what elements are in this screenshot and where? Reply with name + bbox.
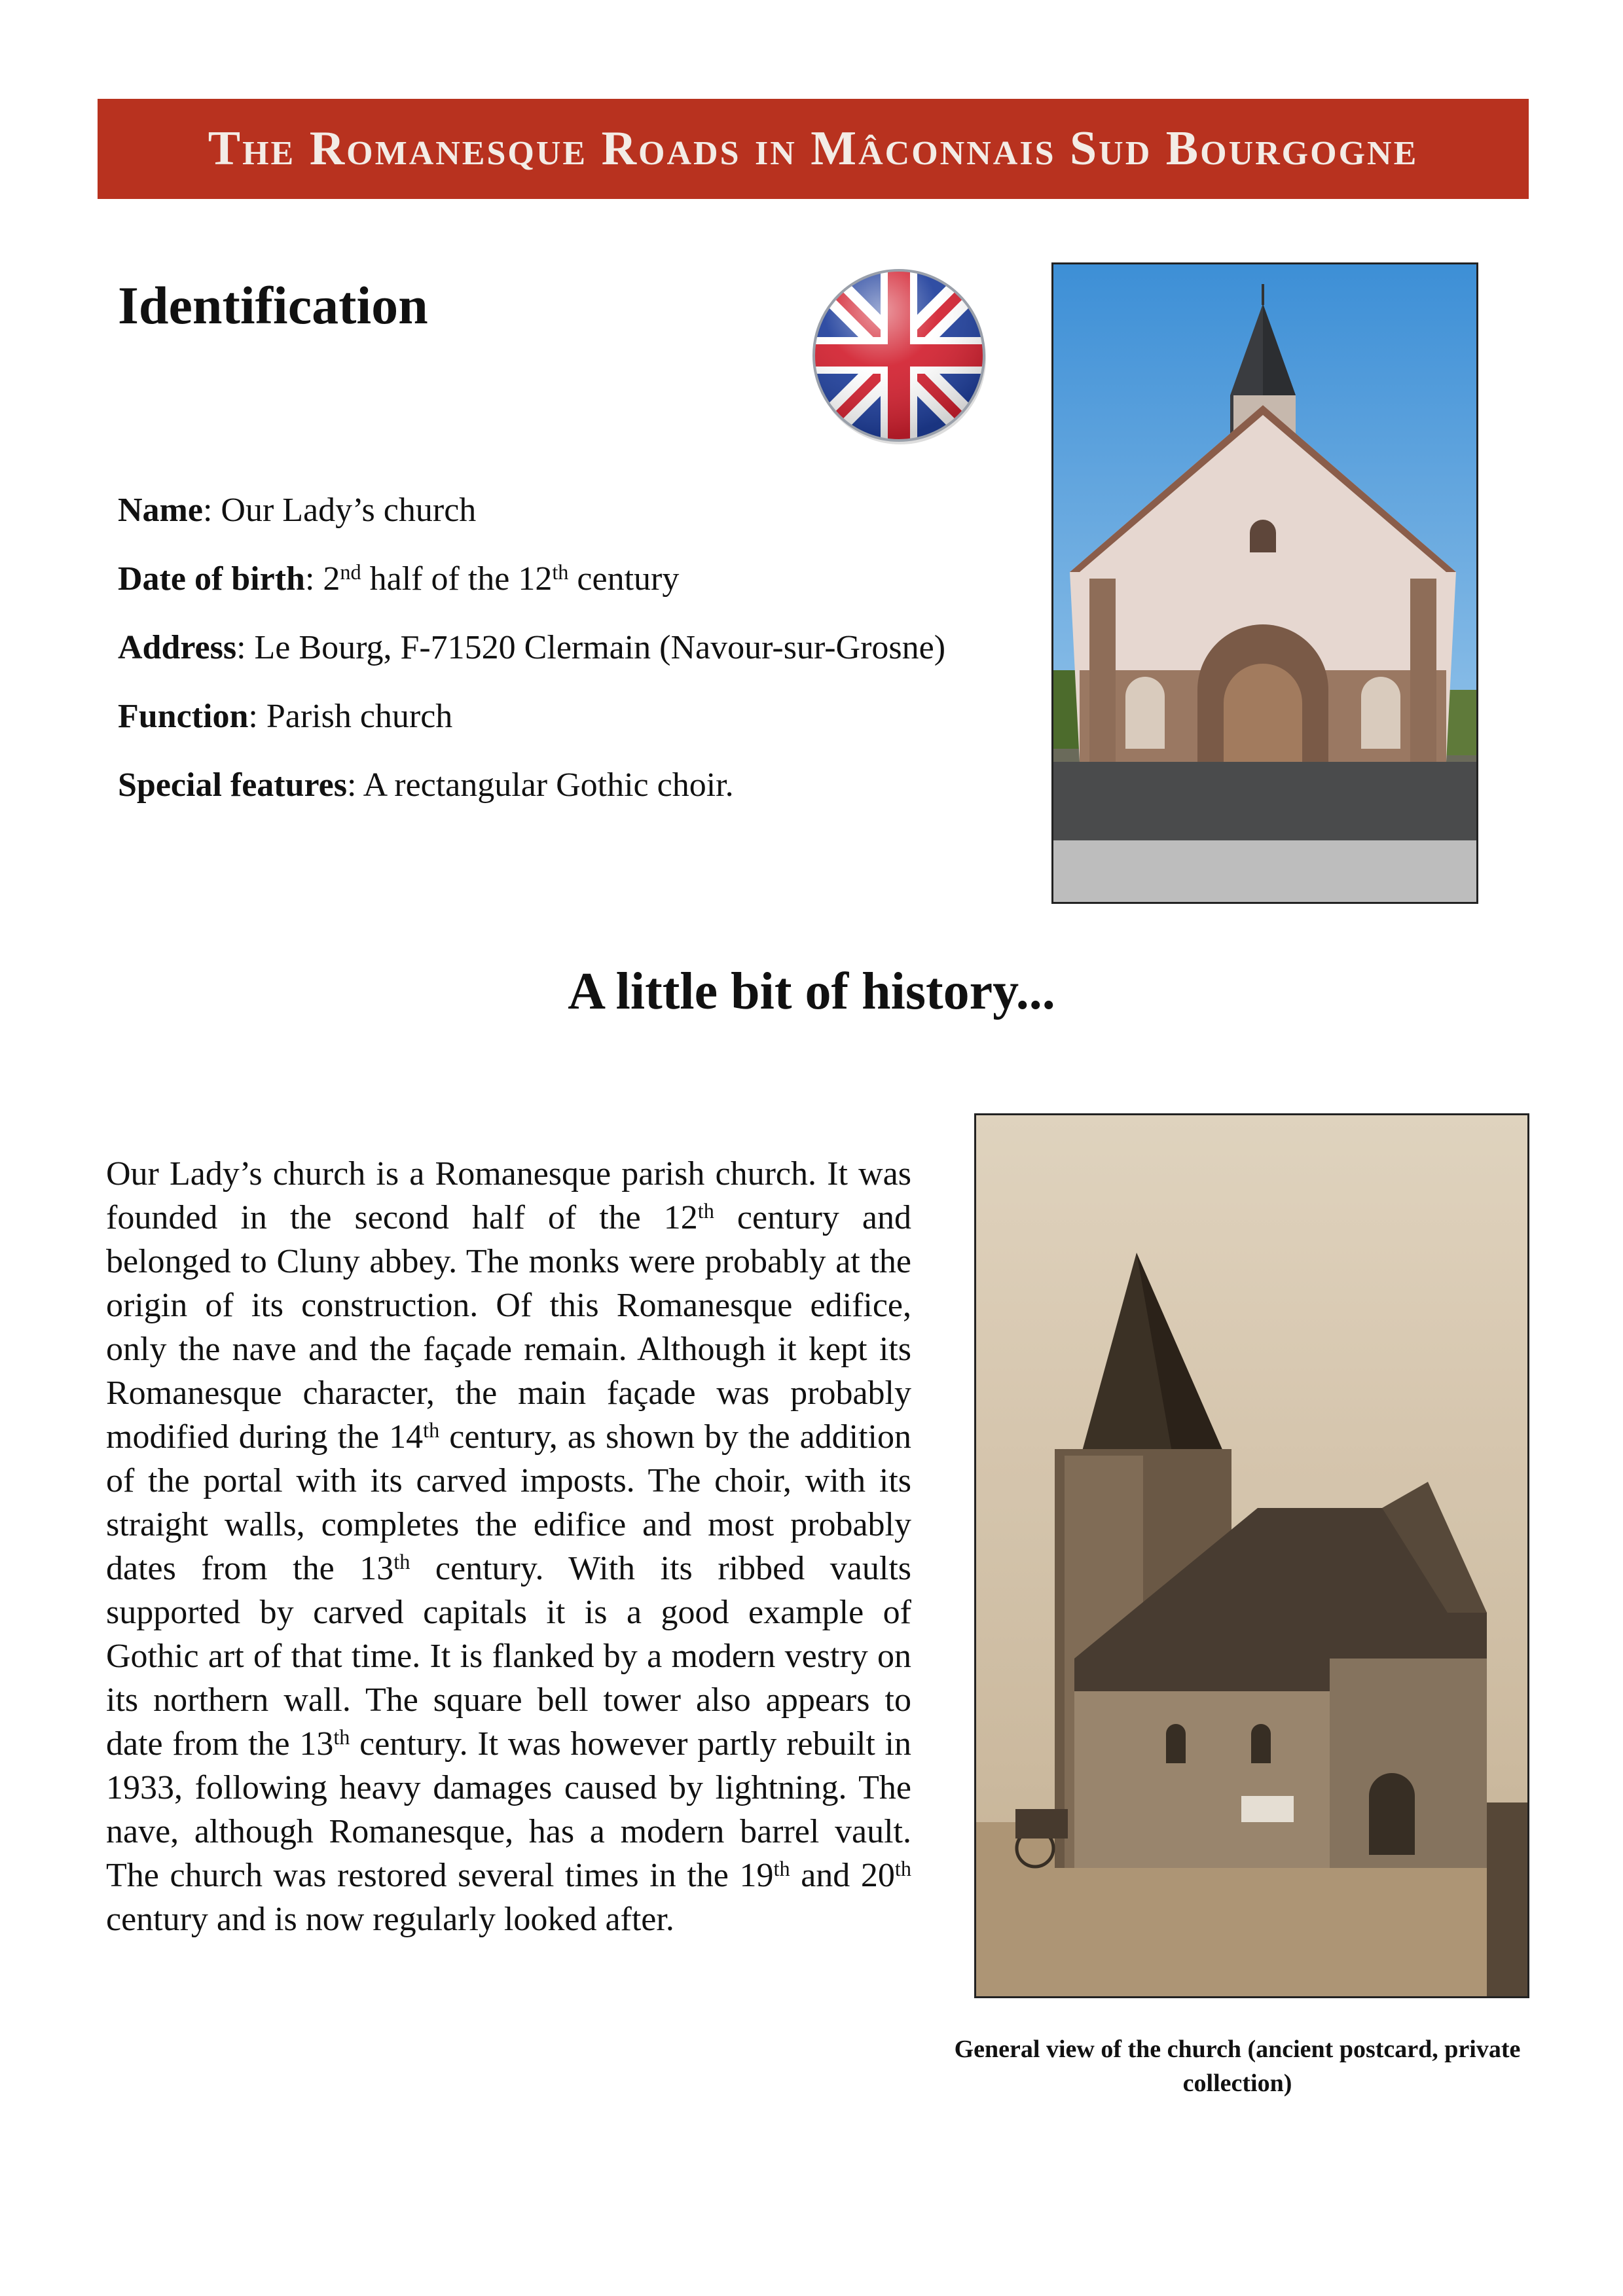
field-function: Function: Parish church: [118, 698, 453, 735]
field-special-features: Special features: A rectangular Gothic choir.: [118, 766, 734, 804]
header-banner: [98, 99, 1529, 199]
field-date-of-birth: Date of birth: 2nd half of the 12th century: [118, 560, 680, 598]
field-address: Address: Le Bourg, F-71520 Clermain (Navour-sur-Grosne): [118, 629, 946, 666]
field-name: Name: Our Lady’s church: [118, 492, 477, 529]
history-heading: A little bit of history...: [568, 963, 1055, 1020]
identification-heading: Identification: [118, 276, 428, 335]
church-facade-photo: [1051, 262, 1478, 904]
history-paragraph: Our Lady’s church is a Romanesque parish church. It was founded in the second half of the 12th century and belonged to Cluny abbey. The monks were probably at the origin of its construction. Of this Romanesque edifice, only the nave and the façade remain. Although it kept its Romanesque character, the main façade was probably modified during the 14th century, as shown by the addition of the portal with its carved imposts. The choir, with its straight walls, completes the edifice and most probably dates from the 13th century. With its ribbed vaults supported by carved capitals it is a good example of Gothic art of that time. It is flanked by a modern vestry on its northern wall. The square bell tower also appears to date from the 13th century. It was however partly rebuilt in 1933, following heavy damages caused by lightning. The nave, although Romanesque, has a modern barrel vault. The church was restored several times in the 19th and 20th century and is now regularly looked after.: [106, 1155, 912, 1938]
photo-caption: General view of the church (ancient postcard, private collection): [954, 2036, 1521, 2097]
union-jack-icon: [809, 265, 989, 446]
banner-title: The Romanesque Roads in Mâconnais Sud Bourgogne: [208, 122, 1419, 175]
identification-fields: [118, 488, 982, 831]
ancient-postcard-photo: [974, 1113, 1529, 1998]
